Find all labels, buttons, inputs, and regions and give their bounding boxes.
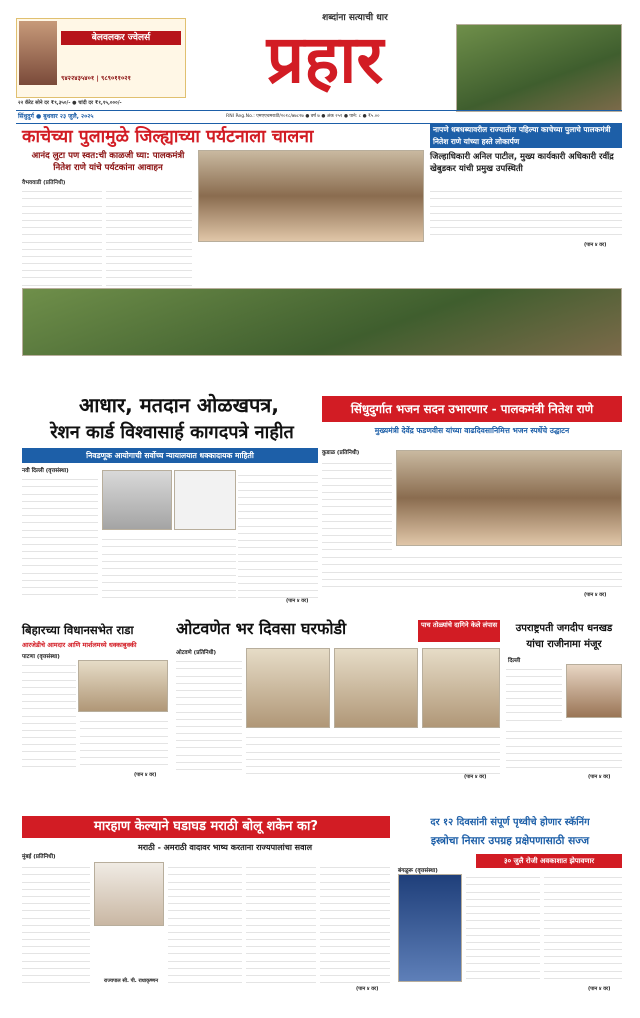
marathi-more: (पान ४ वर) [356, 986, 379, 992]
masthead-photo [456, 24, 622, 112]
aadhar-text-col-3 [102, 534, 236, 598]
edition-bar [16, 110, 622, 124]
isro-satellite-photo [398, 874, 462, 982]
bihar-more: (पान ४ वर) [134, 772, 157, 778]
vp-text-col-2 [506, 726, 622, 774]
aadhar-dateline: नवी दिल्ली (वृत्तसंस्था) [22, 468, 69, 474]
bihar-text-col-1 [22, 660, 76, 772]
otavane-tag: पाच तोळ्यांचे दागिने केले लंपास [418, 620, 500, 642]
bihar-photo [78, 660, 168, 712]
governor-caption: राज्यपाल सी. पी. राधाकृष्णन [103, 978, 158, 984]
bhajan-photo [396, 450, 622, 546]
advertisement [16, 18, 186, 98]
marathi-text-col-2 [168, 862, 242, 986]
bhajan-more: (पान ४ वर) [584, 592, 607, 598]
lead-photo-main [198, 150, 424, 242]
marathi-text-col-3 [246, 862, 316, 986]
lead-text-col-1 [22, 186, 102, 286]
isro-headline-2: इस्त्रोचा निसार उपग्रह प्रक्षेपणासाठी सज्ज [430, 835, 590, 847]
marathi-subheadline: मराठी - अमराठी वादावर भाष्य करताना राज्यपालांचा सवाल [137, 843, 313, 852]
marathi-dateline: मुंबई (प्रतिनिधी) [22, 854, 56, 860]
otavane-photo-1 [246, 648, 330, 728]
vp-headline-1: उपराष्ट्रपती जगदीप धनखड [515, 623, 613, 634]
court-photo [102, 470, 172, 530]
bhajan-subheadline: मुख्यमंत्री देवेंद्र फडणवीस यांच्या वाढदिवसानिमित्त भजन स्पर्धेचे उद्घाटन [374, 426, 570, 435]
lead-side-headline: जिल्हाधिकारी अनिल पाटील, मुख्य कार्यकारी अधिकारी रवींद्र खेबुडकर यांची प्रमुख उपस्थिती [430, 151, 614, 173]
aadhar-more: (पान ४ वर) [286, 598, 309, 604]
ad-model-photo [19, 21, 57, 85]
marathi-text-col-4 [320, 862, 390, 986]
vp-dateline: दिल्ली [508, 658, 521, 664]
vp-photo [566, 664, 622, 718]
edition-date: सिंधुदुर्ग ● बुधवार २३ जुलै, २०२५ [18, 113, 94, 120]
bhajan-text-bottom [322, 552, 622, 592]
otavane-headline: ओटवणेत भर दिवसा घरफोडी [176, 619, 347, 638]
masthead-tagline: शब्दांना सत्याची धार [322, 13, 388, 23]
bihar-headline: बिहारच्या विधानसभेत राडा [22, 623, 134, 637]
bihar-text-col-2 [80, 716, 168, 772]
bhajan-headline: सिंधुदुर्गात भजन सदन उभारणार - पालकमंत्री नितेश राणे [322, 396, 622, 422]
isro-more: (पान ४ वर) [588, 986, 611, 992]
aadhar-text-col-1 [22, 474, 98, 598]
otavane-photo-2 [334, 648, 418, 728]
vp-more: (पान ४ वर) [588, 774, 611, 780]
lead-photo-waterfall [22, 288, 622, 356]
isro-text-col-2 [544, 872, 622, 984]
isro-headline-1: दर १२ दिवसांनी संपूर्ण पृथ्वीचे होणार स्कॅनिंग [430, 817, 590, 828]
masthead-title: प्रहार [266, 21, 384, 98]
print-registration-strip [20, 1002, 620, 1010]
isro-text-col-1 [466, 872, 540, 984]
lead-dateline: वैभववाडी (प्रतिनिधी) [22, 180, 66, 186]
bhajan-dateline: कुडाळ (प्रतिनिधी) [322, 450, 360, 456]
lead-kicker: नापणे धबधब्यावरील राज्यातील पहिल्या काचेच्या पुलाचे पालकमंत्री नितेश राणे यांच्या हस्ते लोकार्पण [430, 124, 622, 148]
lead-subheadline: आनंद लुटा पण स्वत:ची काळजी घ्या: पालकमंत्री नितेश राणे यांचे पर्यटकांना आवाहन [31, 151, 185, 173]
otavane-photo-3 [422, 648, 500, 728]
marathi-headline: मारहाण केल्याने घडाघड मराठी बोलू शकेन का? [22, 816, 390, 838]
aadhar-headline-1: आधार, मतदान ओळखपत्र, [79, 393, 279, 417]
otavane-text-col-2 [246, 732, 500, 776]
bihar-dateline: पाटणा (वृत्तसंस्था) [22, 654, 60, 660]
lead-headline: काचेच्या पुलामुळे जिल्ह्याच्या पर्यटनाला चालना [22, 127, 314, 147]
vp-headline-2: यांचा राजीनामा मंजूर [526, 639, 602, 650]
aadhar-subheadline: निवडणूक आयोगाची सर्वोच्च न्यायालयात धक्कादायक माहिती [22, 448, 318, 463]
lead-more: (पान ४ वर) [584, 242, 607, 248]
rni-line: RNI Reg.No.: एमएएचमराठी/२०१८/७७८२७ ● वर्ष ७ ● अंक २५१ ● पाने: ८ ● ₹५.०० [226, 114, 380, 119]
ad-rate-line: २२ कॅरेट सोने दर ₹९,३५०/- ● चांदी दर ₹१,१५,०००/- [18, 100, 122, 106]
bihar-subheadline: आरजेडीचे आमदार आणि मार्शलमध्ये धक्काबुक्की [22, 641, 137, 649]
vp-text-col-1 [506, 664, 562, 724]
marathi-text-col-1 [22, 862, 90, 986]
ad-title: बेलवलकर ज्वेलर्स [61, 31, 181, 45]
otavane-more: (पान ४ वर) [464, 774, 487, 780]
aadhar-text-col-2 [238, 470, 318, 598]
isro-dateline: बंगळुरू (वृत्तसंस्था) [398, 868, 438, 874]
otavane-dateline: ओटवणे (प्रतिनिधी) [176, 650, 217, 656]
bhajan-text-col-1 [322, 458, 392, 550]
ad-phone: ९४२२४३५४०१ | ९८९०११०२१ [61, 74, 131, 82]
isro-badge: ३० जुलै रोजी अवकाशात झेपावणार [476, 854, 622, 868]
lead-side-text [430, 186, 622, 242]
aadhar-headline-2: रेशन कार्ड विश्वासार्ह कागदपत्रे नाहीत [50, 422, 294, 443]
election-logo-photo [174, 470, 236, 530]
lead-text-col-2 [106, 186, 192, 286]
otavane-text-col-1 [176, 656, 242, 776]
governor-photo [94, 862, 164, 926]
